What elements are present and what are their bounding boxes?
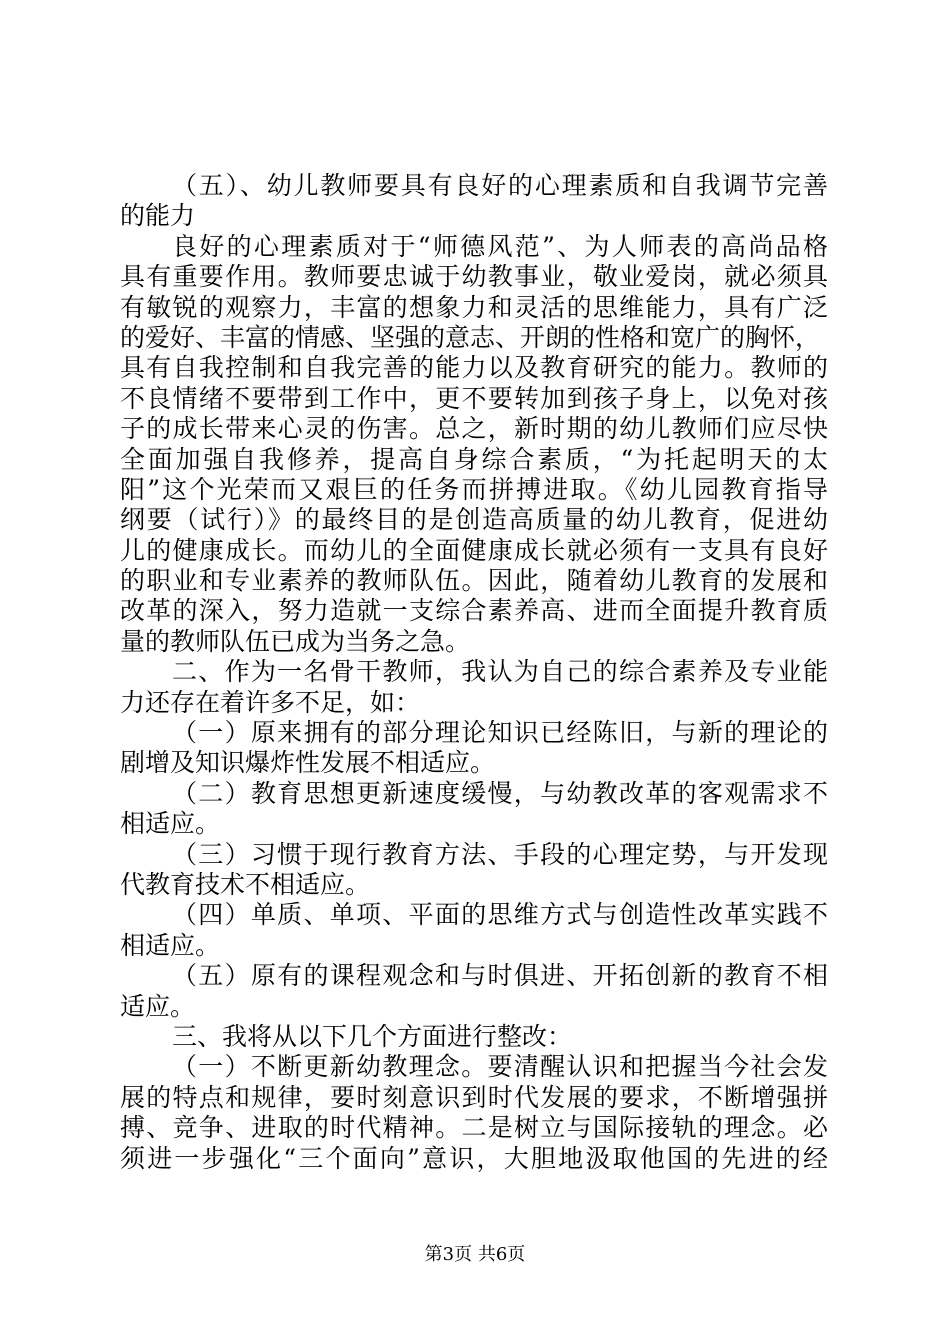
text-line: （五）、幼儿教师要具有良好的心理素质和自我调节完善 <box>172 171 828 200</box>
text-line: 剧增及知识爆炸性发展不相适应。 <box>120 748 496 778</box>
text-line: （一）不断更新幼教理念。要清醒认识和把握当今社会发 <box>172 1052 828 1082</box>
document-body <box>120 171 828 1174</box>
text-line: 适应。 <box>120 991 196 1021</box>
text-line: （一）原来拥有的部分理论知识已经陈旧，与新的理论的 <box>172 718 828 748</box>
text-line: 三、我将从以下几个方面进行整改： <box>172 1021 573 1051</box>
text-line: 的能力 <box>120 201 196 231</box>
text-line: 力还存在着许多不足，如： <box>120 687 421 717</box>
text-line: 儿的健康成长。而幼儿的全面健康成长就必须有一支具有良好 <box>120 535 828 565</box>
text-line: 纲要（试行）》的最终目的是创造高质量的幼儿教育，促进幼 <box>120 505 828 535</box>
text-line: （五）原有的课程观念和与时俱进、开拓创新的教育不相 <box>172 961 828 991</box>
text-line: （四）单质、单项、平面的思维方式与创造性改革实践不 <box>172 900 828 930</box>
text-line: （三）习惯于现行教育方法、手段的心理定势，与开发现 <box>172 839 828 869</box>
text-line: 改革的深入，努力造就一支综合素养高、进而全面提升教育质 <box>120 596 828 626</box>
text-line: 量的教师队伍已成为当务之急。 <box>120 626 471 656</box>
text-line: 的爱好、丰富的情感、坚强的意志、开朗的性格和宽广的胸怀， <box>120 322 821 352</box>
text-line: 须进一步强化“三个面向”意识，大胆地汲取他国的先进的经 <box>120 1143 828 1173</box>
text-line: 具有重要作用。教师要忠诚于幼教事业，敬业爱岗，就必须具 <box>120 262 828 292</box>
text-line: 的职业和专业素养的教师队伍。因此，随着幼儿教育的发展和 <box>120 566 828 596</box>
page-number: 第3页 共6页 <box>424 1244 526 1265</box>
text-line: 具有自我控制和自我完善的能力以及教育研究的能力。教师的 <box>120 353 828 383</box>
text-line: 代教育技术不相适应。 <box>120 869 371 899</box>
text-line: 阳”这个光荣而又艰巨的任务而拼搏进取。《幼儿园教育指导 <box>120 474 828 504</box>
text-line: 展的特点和规律，要时刻意识到时代发展的要求，不断增强拼 <box>120 1082 828 1112</box>
text-line: 全面加强自我修养，提高自身综合素质，“为托起明天的太 <box>120 444 828 474</box>
text-line: 不良情绪不要带到工作中，更不要转加到孩子身上，以免对孩 <box>120 383 828 413</box>
text-line: 搏、竞争、进取的时代精神。二是树立与国际接轨的理念。必 <box>120 1113 828 1143</box>
text-line: 有敏锐的观察力，丰富的想象力和灵活的思维能力，具有广泛 <box>120 292 828 322</box>
text-line: 良好的心理素质对于“师德风范”、为人师表的高尚品格 <box>172 231 828 261</box>
text-line: （二）教育思想更新速度缓慢，与幼教改革的客观需求不 <box>172 778 828 808</box>
text-line: 子的成长带来心灵的伤害。总之，新时期的幼儿教师们应尽快 <box>120 414 828 444</box>
text-line: 相适应。 <box>120 930 221 960</box>
text-line: 二、作为一名骨干教师，我认为自己的综合素养及专业能 <box>172 657 828 687</box>
text-line: 相适应。 <box>120 809 221 839</box>
